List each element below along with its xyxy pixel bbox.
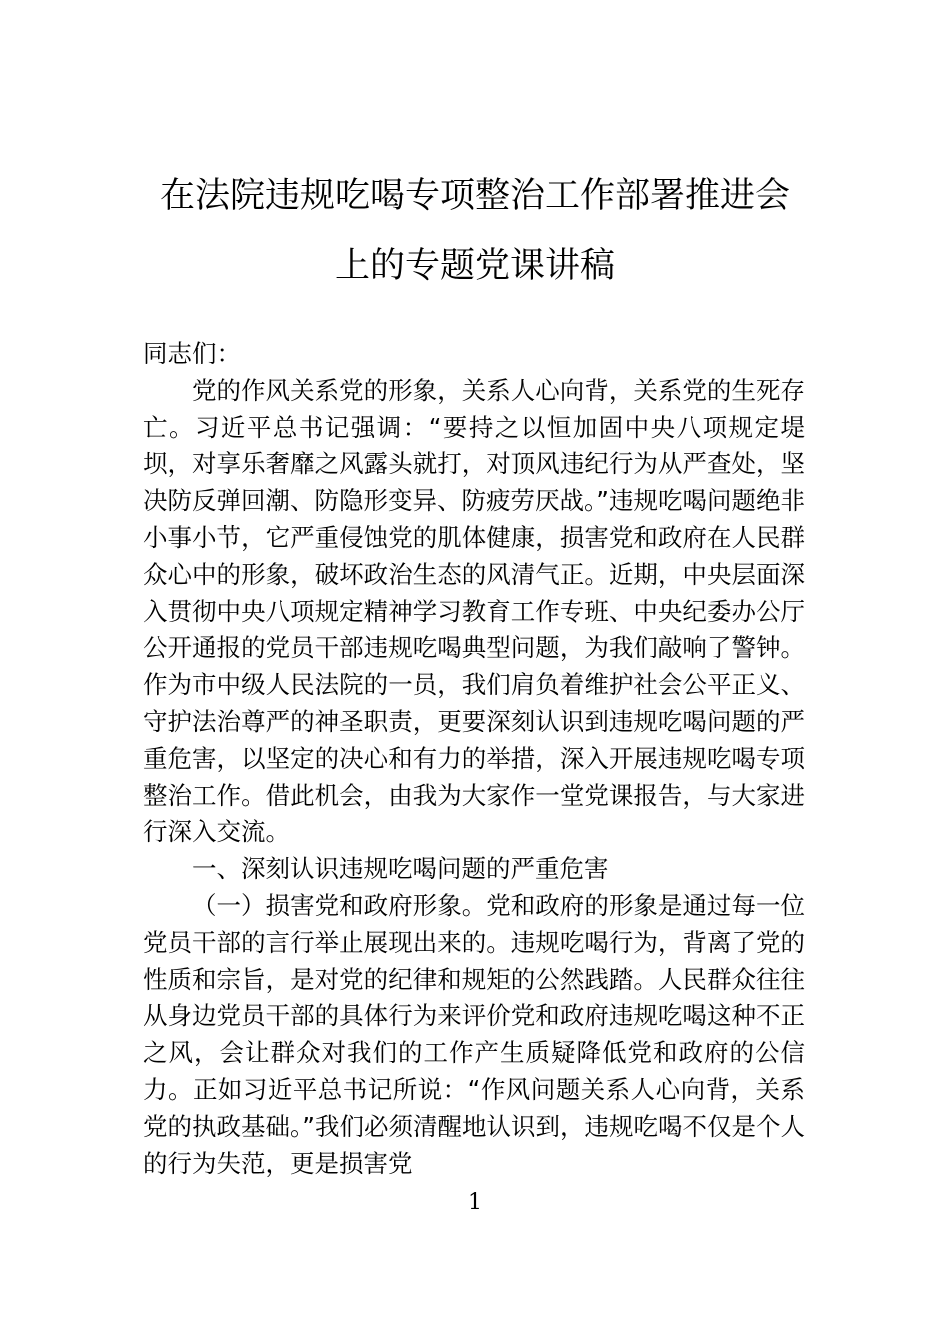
document-title-line-1: 在法院违规吃喝专项整治工作部署推进会 [159,176,790,216]
document-title-line-2: 上的专题党课讲稿 [334,246,615,286]
paragraph-intro: 党的作风关系党的形象，关系人心向背，关系党的生死存亡。习近平总书记强调：“要持之以恒加固中央八项规定堤坝，对享乐奢靡之风露头就打，对顶风违纪行为从严查处，坚决防反弹回潮、防隐形变异、防疲劳厌战。”违规吃喝问题绝非小事小节，它严重侵蚀党的肌体健康，损害党和政府在人民群众心中的形象，破坏政治生态的风清气正。近期，中央层面深入贯彻中央八项规定精神学习教育工作专班、中央纪委办公厅公开通报的党员干部违规吃喝典型问题，为我们敲响了警钟。作为市中级人民法院的一员，我们肩负着维护社会公平正义、守护法治尊严的神圣职责，更要深刻认识到违规吃喝问题的严重危害，以坚定的决心和有力的举措，深入开展违规吃喝专项整治工作。借此机会，由我为大家作一堂党课报告，与大家进行深入交流。 [143,375,805,847]
page-number: 1 [468,1190,482,1215]
document-body [143,336,805,1182]
paragraph-section-1-1: （一）损害党和政府形象。党和政府的形象是通过每一位党员干部的言行举止展现出来的。违规吃喝行为，背离了党的性质和宗旨，是对党的纪律和规矩的公然践踏。人民群众往往从身边党员干部的具体行为来评价党和政府违规吃喝这种不正之风，会让群众对我们的工作产生质疑降低党和政府的公信力。正如习近平总书记所说：“作风问题关系人心向背，关系党的执政基础。”我们必须清醒地认识到，违规吃喝不仅是个人的行为失范，更是损害党 [143,890,805,1178]
salutation: 同志们： [143,339,241,368]
section-heading: 一、深刻认识违规吃喝问题的严重危害 [192,854,609,884]
